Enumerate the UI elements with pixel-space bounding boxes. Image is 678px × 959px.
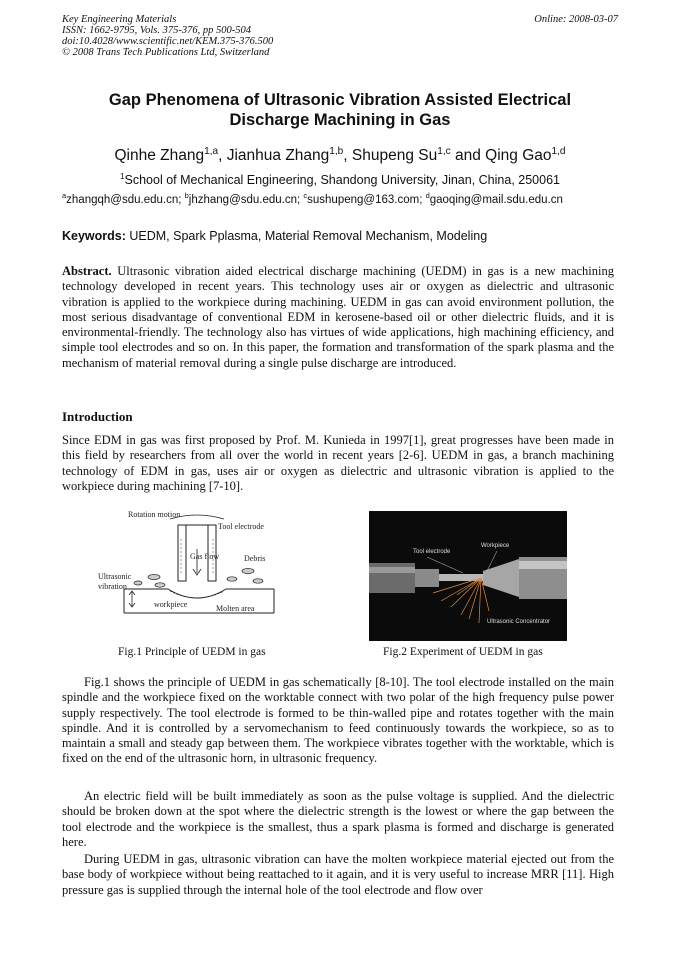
author-list [62, 147, 618, 165]
email-list [62, 191, 618, 206]
author-sep: , [218, 147, 227, 164]
author-sup: 1,d [551, 145, 566, 157]
label-ultrasonic: Ultrasonic [98, 572, 132, 581]
issn-line: ISSN: 1662-9795, Vols. 375-376, pp 500-504 [62, 25, 251, 36]
author-name: Qing Gao [485, 147, 552, 164]
online-date: Online: 2008-03-07 [534, 14, 618, 25]
label-debris: Debris [244, 554, 266, 563]
journal-name: Key Engineering Materials [62, 14, 177, 25]
figure-2-caption: Fig.2 Experiment of UEDM in gas [383, 646, 543, 658]
email-sup: a [62, 191, 67, 201]
abstract-text: Ultrasonic vibration aided electrical discharge machining (UEDM) in gas is a new machining technology developed in recent years. This technology uses air or oxygen as dielectric and ultrasonic vibration is applied to the workpiece during machining. UEDM in gas can avoid environment pollution, the most serious disadvantage of conventional EDM in kerosene-based oil or other dielectric fluids, and it is environmental-friendly. The technology also has virtues of wide applications, high machining efficiency, and simple tool electrodes and so on. In this paper, the formation and transformation of the spark plasma and the mechanism of material removal during a single pulse discharge are introduced. [62, 264, 614, 370]
keywords-text: UEDM, Spark Pplasma, Material Removal Mechanism, Modeling [125, 229, 488, 243]
author-name: Shupeng Su [351, 147, 438, 164]
figure-1-caption: Fig.1 Principle of UEDM in gas [118, 646, 266, 658]
copyright-line: © 2008 Trans Tech Publications Ltd, Switzerland [62, 47, 270, 58]
keywords [62, 229, 618, 243]
doi-line: doi:10.4028/www.scientific.net/KEM.375-376.500 [62, 36, 274, 47]
body-paragraph-2: An electric field will be built immediately as soon as the pulse voltage is supplied. And the dielectric should be broken down at the spot where the dielectric strength is the lowest or where the gap between the tool electrode and the workpiece is the smallest, thus a spark plasma is formed and discharge is generated here. [62, 789, 614, 849]
email-link[interactable]: jhzhang@sdu.edu.cn; [188, 194, 304, 206]
paper-title [62, 90, 618, 130]
affiliation [62, 173, 618, 187]
photo-label-tool: Tool electrode [413, 549, 451, 555]
email-link[interactable]: zhangqh@sdu.edu.cn; [66, 194, 185, 206]
label-workpiece: workpiece [154, 600, 188, 609]
author-name: Qinhe Zhang [114, 147, 205, 164]
journal-header [62, 14, 618, 58]
author-sep: and [450, 147, 486, 164]
figure-2-photo [369, 511, 567, 641]
title-line-2: Discharge Machining in Gas [229, 111, 451, 129]
figure-1-diagram [98, 509, 306, 617]
author-sup: 1,a [204, 145, 219, 157]
label-tool-electrode: Tool electrode [218, 522, 264, 531]
label-vibration: vibration [98, 582, 127, 591]
introduction-paragraph: Since EDM in gas was first proposed by Prof. M. Kunieda in 1997[1], great progresses have been made in this field by researchers from all over the world in recent years [2-6]. UEDM in gas, a branch machining technology of EDM in gas, uses air or oxygen as dielectric and ultrasonic vibration is applied to the workpiece during machining [7-10]. [62, 433, 614, 493]
body-paragraph-3: During UEDM in gas, ultrasonic vibration can have the molten workpiece material ejected out from the base body of workpiece without being reattached to it again, and it is very useful to increase MRR [11]. High pressure gas is supplied through the internal hole of the tool electrode and flow over [62, 852, 614, 897]
label-gas-flow: Gas flow [190, 552, 220, 561]
label-molten-area: Molten area [216, 604, 255, 613]
abstract-paragraph [62, 264, 614, 371]
email-sup: c [303, 191, 308, 201]
author-name: Jianhua Zhang [226, 147, 330, 164]
vibration-arrow [129, 591, 135, 607]
affiliation-text: School of Mechanical Engineering, Shandong University, Jinan, China, 250061 [124, 173, 560, 187]
affiliation-sup: 1 [120, 171, 125, 181]
email-link[interactable]: gaoqing@mail.sdu.edu.cn [429, 194, 563, 206]
debris-particles [134, 569, 263, 588]
email-link[interactable]: sushupeng@163.com; [307, 194, 426, 206]
photo-label-workpiece: Workpiece [481, 543, 510, 549]
author-sep: , [343, 147, 352, 164]
author-sup: 1,b [329, 145, 344, 157]
author-sup: 1,c [437, 145, 451, 157]
body-paragraph-1: Fig.1 shows the principle of UEDM in gas schematically [8-10]. The tool electrode installed on the main spindle and the workpiece fixed on the worktable connect with two polar of the high frequency pulse power supply respectively. The tool electrode is formed to be thin-walled pipe and rotates together with the main spindle. And it is controlled by a servomechanism to feed continuously towards the workpiece, so as to maintain a small and steady gap between them. The workpiece vibrates together with the worktable, which is fixed on the end of the ultrasonic horn, in ultrasonic frequency. [62, 675, 614, 766]
photo-label-concentrator: Ultrasonic Concentrator [487, 619, 551, 625]
keywords-label: Keywords: [62, 229, 126, 243]
title-line-1: Gap Phenomena of Ultrasonic Vibration Assisted Electrical [108, 91, 572, 109]
email-sup: d [425, 191, 430, 201]
abstract-label: Abstract. [62, 264, 112, 278]
email-sup: b [184, 191, 189, 201]
label-rotation: Rotation motion [128, 510, 181, 519]
introduction-heading: Introduction [62, 409, 133, 424]
